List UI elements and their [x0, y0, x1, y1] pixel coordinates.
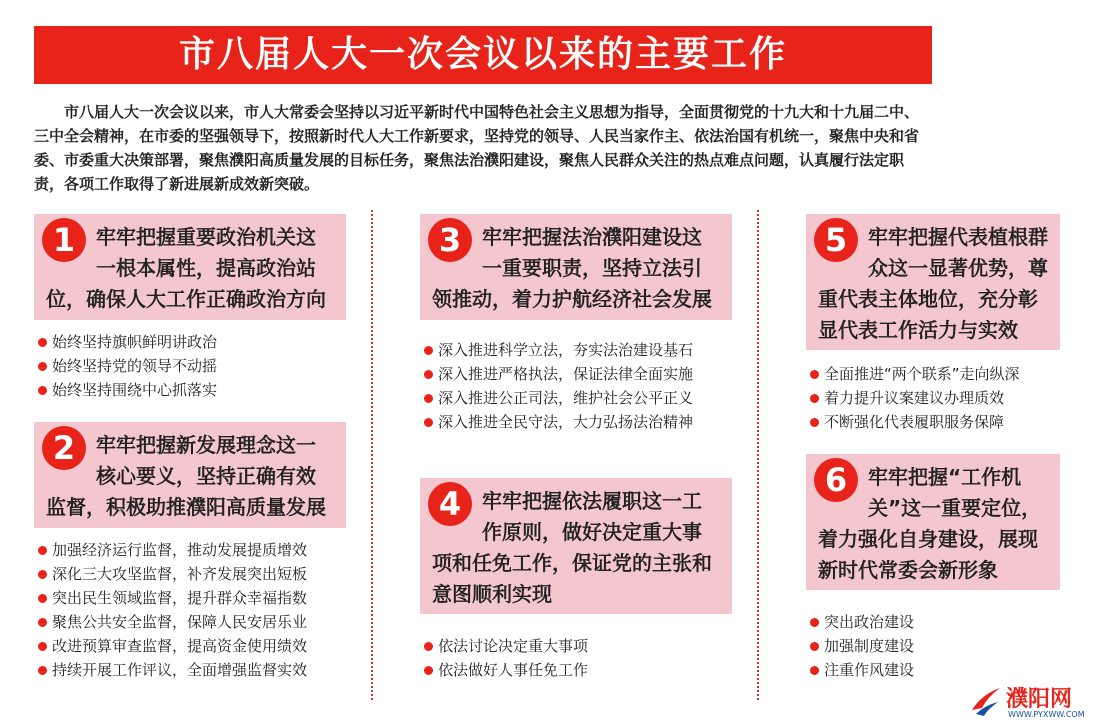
section-5-number: 5	[814, 218, 858, 262]
list-item: 不断强化代表履职服务保障	[808, 410, 1020, 434]
list-item: 依法做好人事任免工作	[422, 658, 588, 682]
section-3-heading: 牢牢把握法治濮阳建设这一重要职责，坚持立法引领推动，着力护航经济社会发展	[432, 225, 712, 311]
list-item: 持续开展工作评议，全面增强监督实效	[36, 658, 307, 682]
section-6-heading-card	[806, 454, 1060, 590]
logo-url: WWW.PYXWW.COM	[1008, 710, 1085, 719]
section-5-list	[808, 362, 1020, 434]
section-2-heading: 牢牢把握新发展理念这一核心要义，坚持正确有效监督，积极助推濮阳高质量发展	[46, 433, 326, 519]
section-4-heading-card	[420, 478, 732, 614]
section-1-list	[36, 330, 217, 402]
list-item: 始终坚持党的领导不动摇	[36, 354, 217, 378]
list-item: 深入推进公正司法，维护社会公平正义	[422, 386, 693, 410]
section-3-number: 3	[428, 218, 472, 262]
section-1-number: 1	[42, 218, 86, 262]
section-4-number: 4	[428, 482, 472, 526]
section-3-heading-card	[420, 214, 732, 320]
list-item: 深化三大攻坚监督，补齐发展突出短板	[36, 562, 307, 586]
section-3-list	[422, 338, 693, 434]
section-1-heading-card	[34, 214, 346, 320]
list-item: 加强制度建设	[808, 634, 914, 658]
list-item: 始终坚持围绕中心抓落实	[36, 378, 217, 402]
site-logo	[968, 680, 1090, 722]
list-item: 聚焦公共安全监督，保障人民安居乐业	[36, 610, 307, 634]
section-6-list	[808, 610, 914, 682]
list-item: 突出政治建设	[808, 610, 914, 634]
list-item: 加强经济运行监督，推动发展提质增效	[36, 538, 307, 562]
page-title: 市八届人大一次会议以来的主要工作	[178, 34, 787, 75]
section-5-heading-card	[806, 214, 1060, 350]
column-divider-right	[757, 210, 759, 700]
section-5-heading: 牢牢把握代表植根群众这一显著优势，尊重代表主体地位，充分彰显代表工作活力与实效	[818, 225, 1048, 342]
list-item: 注重作风建设	[808, 658, 914, 682]
section-1-heading: 牢牢把握重要政治机关这一根本属性，提高政治站位，确保人大工作正确政治方向	[46, 225, 326, 311]
section-2-heading-card	[34, 422, 346, 528]
list-item: 深入推进全民守法，大力弘扬法治精神	[422, 410, 693, 434]
logo-swoosh-icon	[968, 682, 1004, 718]
section-2-list	[36, 538, 307, 682]
section-6-number: 6	[814, 458, 858, 502]
list-item: 深入推进严格执法，保证法律全面实施	[422, 362, 693, 386]
list-item: 突出民生领域监督，提升群众幸福指数	[36, 586, 307, 610]
list-item: 深入推进科学立法，夯实法治建设基石	[422, 338, 693, 362]
logo-name: 濮阳网	[1006, 687, 1073, 712]
section-4-heading: 牢牢把握依法履职这一工作原则，做好决定重大事项和任免工作，保证党的主张和意图顺利实现	[432, 489, 712, 606]
intro-paragraph: 市八届人大一次会议以来，市人大常委会坚持以习近平新时代中国特色社会主义思想为指导，全面贯彻党的十九大和十九届二中、三中全会精神，在市委的坚强领导下，按照新时代人大工作新要求，坚持党的领导、人民当家作主、依法治国有机统一，聚焦中央和省委、市委重大决策部署，聚焦濮阳高质量发展的目标任务，聚焦法治濮阳建设，聚焦人民群众关注的热点难点问题，认真履行法定职责，各项工作取得了新进展新成效新突破。	[34, 103, 920, 193]
list-item: 始终坚持旗帜鲜明讲政治	[36, 330, 217, 354]
section-6-heading: 牢牢把握“工作机关”这一重要定位，着力强化自身建设，展现新时代常委会新形象	[818, 465, 1042, 582]
page-title-banner	[34, 26, 932, 84]
list-item: 着力提升议案建议办理质效	[808, 386, 1020, 410]
section-2-number: 2	[42, 426, 86, 470]
column-divider-left	[371, 210, 373, 700]
list-item: 依法讨论决定重大事项	[422, 634, 588, 658]
list-item: 全面推进“两个联系”走向纵深	[808, 362, 1020, 386]
list-item: 改进预算审查监督，提高资金使用绩效	[36, 634, 307, 658]
section-4-list	[422, 634, 588, 682]
